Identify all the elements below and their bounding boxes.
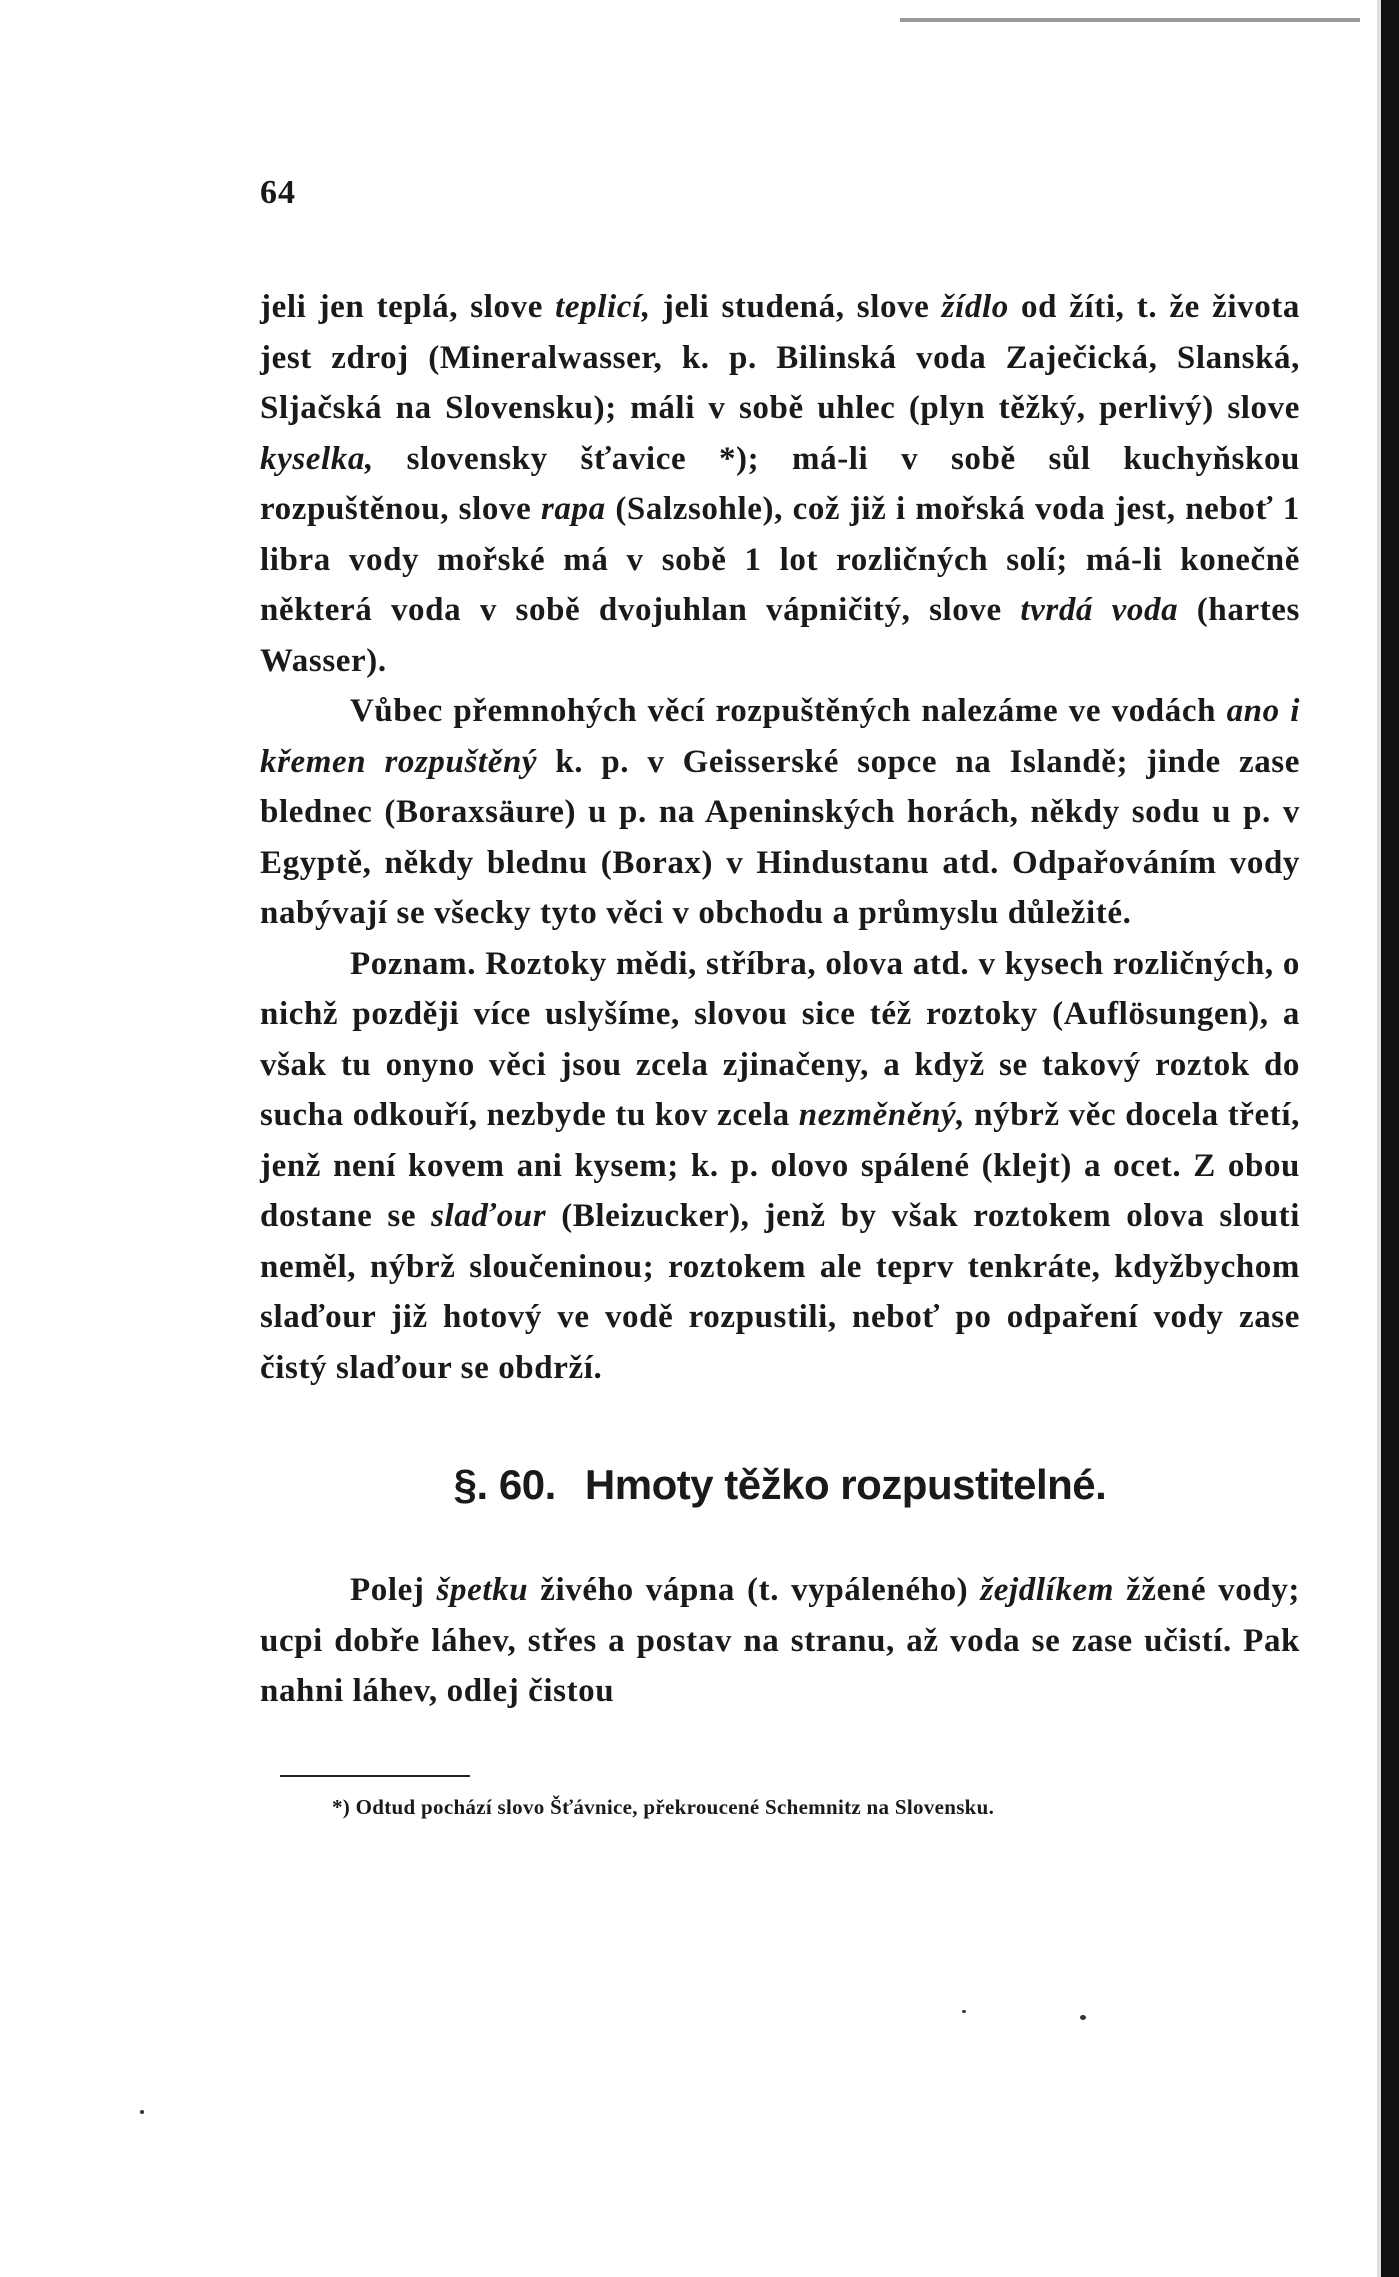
paragraph [260, 282, 1300, 686]
footnote: *) Odtud pochází slovo Šťávnice, překroucené Schemnitz na Slovensku. [332, 1794, 995, 1819]
italic-term: žejdlíkem [980, 1572, 1115, 1608]
section-number: §. 60. [453, 1461, 556, 1508]
text-run: (hartes Wasser). [260, 592, 1300, 679]
paragraph [260, 686, 1300, 939]
italic-term: žídlo [941, 289, 1009, 325]
text-run: jeli jen teplá, slove [260, 289, 556, 325]
footnote-rule [280, 1775, 470, 1777]
text-run: slovensky šťavice *); má-li v sobě sůl kuchyňskou rozpuštěnou, slove [260, 440, 1300, 527]
italic-term: kyselka, [260, 440, 374, 477]
italic-term: teplicí, [555, 289, 651, 325]
italic-term: slaďour [431, 1198, 547, 1234]
main-text [260, 282, 1300, 1393]
paragraph [260, 939, 1300, 1394]
book-page [260, 150, 1300, 1820]
text-run: živého vápna (t. vypáleného) [528, 1572, 981, 1608]
page-number: 64 [260, 174, 296, 211]
text-run: k. p. v Geisserské sopce na Islandě; jinde zase blednec (Boraxsäure) u p. na Apeninských horách, někdy sodu u p. v Egyptě, někdy blednu (Borax) v Hindustanu atd. Odpařováním vody nabývají se všecky tyto věci v obchodu a průmyslu důležité. [260, 743, 1300, 931]
section-title: Hmoty těžko rozpustitelné. [584, 1461, 1107, 1508]
text-run: od žíti, t. že života jest zdroj (Mineralwasser, k. p. Bilinská voda Zaječická, Slanská, Sljačská na Slovensku); máli v sobě uhlec (plyn těžký, perlivý) slove [260, 289, 1300, 426]
section-heading [260, 1461, 1300, 1509]
scan-speck [1080, 2015, 1086, 2020]
scan-speck [140, 2110, 144, 2114]
text-run: Polej [350, 1572, 437, 1608]
scan-border-inner [1377, 0, 1381, 2277]
italic-term: špetku [436, 1572, 529, 1608]
text-run: Poznam. Roztoky mědi, stříbra, olova atd. v kysech rozličných, o nichž později více uslyšíme, slovou sice též roztoky (Auflösungen), a však tu onyno věci jsou zcela zjinačeny, a když se takový roztok do sucha odkouří, nezbyde tu kov zcela [260, 945, 1300, 1133]
text-run: jeli studená, slove [650, 289, 942, 325]
italic-term: rapa [540, 491, 606, 527]
text-run: Vůbec přemnohých věcí rozpuštěných nalezáme ve vodách [350, 693, 1227, 729]
italic-term: nezměněný, [798, 1097, 966, 1133]
section-text [260, 1565, 1300, 1717]
text-run: nýbrž věc docela třetí, jenž není kovem ani kysem; k. p. olovo spálené (klejt) a ocet. Z obou dostane se [260, 1097, 1300, 1234]
text-run: (Salzsohle), což již i mořská voda jest, neboť 1 libra vody mořské má v sobě 1 lot rozličných solí; má-li konečně některá voda v sobě dvojuhlan vápničitý, slove [260, 491, 1300, 628]
scan-edge-top [900, 18, 1360, 22]
italic-term: tvrdá voda [1020, 592, 1179, 628]
scan-border-right [1381, 0, 1399, 2277]
section-paragraph [260, 1565, 1300, 1717]
scan-speck [962, 2010, 966, 2013]
text-run: žžené vody; ucpi dobře láhev, střes a postav na stranu, až voda se zase učistí. Pak nahni láhev, odlej čistou [260, 1572, 1301, 1709]
text-run: (Bleizucker), jenž by však roztokem olova slouti neměl, nýbrž sloučeninou; roztokem ale teprv tenkráte, kdyžbychom slaďour již hotový ve vodě rozpustili, neboť po odpaření vody zase čistý slaďour se obdrží. [260, 1198, 1301, 1386]
italic-term: ano i křemen rozpuštěný [260, 693, 1300, 780]
